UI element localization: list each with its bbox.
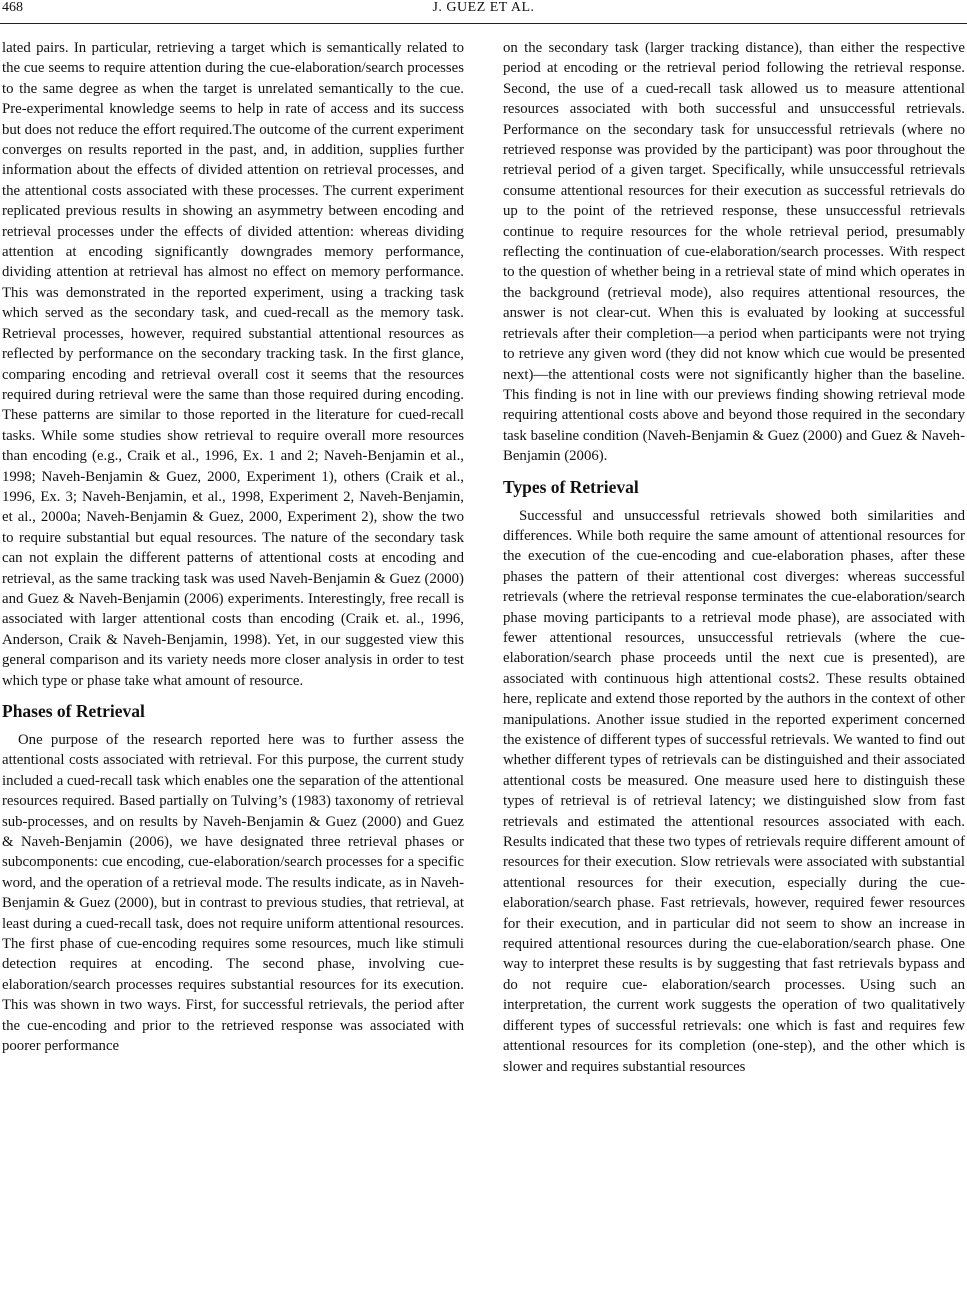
left-column [2, 38, 464, 1057]
right-column [503, 38, 965, 1077]
section-heading-types: Types of Retrieval [503, 476, 639, 497]
running-head: J. GUEZ ET AL. [432, 0, 535, 15]
header-rule [0, 23, 967, 24]
body-paragraph: lated pairs. In particular, retrieving a target which is semantically related to the cue seems to require attention during the cue-elaboration/search processes to the same degree as when the target is unrelated semantically to the cue. Pre-experimental knowledge seems to help in rate of access and its success but does not reduce the effort required.The outcome of the current experiment converges on results reported in the past, and, in addition, supplies further information about the effects of divided attention on retrieval processes, and the attentional costs associated with these processes. The current experiment replicated previous results in showing an asymmetry between encoding and retrieval processes under the effects of divided attention: whereas dividing attention at encoding significantly downgrades memory performance, dividing attention at retrieval has almost no effect on memory performance. This was demonstrated in the reported experiment, using a tracking task which served as the secondary task, and cued-recall as the memory task. Retrieval processes, however, required substantial attentional resources as reflected by performance on the secondary tracking task. In the first glance, comparing encoding and retrieval overall cost it seems that the resources required during retrieval were the same than those required during encoding. These patterns are similar to those reported in the literature for cued-recall tasks. While some studies show retrieval to require overall more resources than encoding (e.g., Craik et al., 1996, Ex. 1 and 2; Naveh-Benjamin et al., 1998; Naveh-Benjamin & Guez, 2000, Experiment 1), others (Craik et al., 1996, Ex. 3; Naveh-Benjamin, et al., 1998, Experiment 2, Naveh-Benjamin, et al., 2000a; Naveh-Benjamin & Guez, 2000, Experiment 2), show the two to require substantial but equal resources. The nature of the secondary task can not explain the different patterns of attentional costs at encoding and retrieval, as the same tracking task was used Naveh-Benjamin & Guez (2000) and Guez & Naveh-Benjamin (2006) experiments. Interestingly, free recall is associated with larger attentional costs than encoding (Craik et. al., 1996, Anderson, Craik & Naveh-Benjamin, 1998). Yet, in our suggested view this general comparison and its variety needs more closer analysis in order to test which type or phase take what amount of resource. [2, 40, 464, 689]
body-paragraph: Successful and unsuccessful retrievals showed both similarities and differences. While both require the same amount of attentional resources for the execution of the cue-encoding and cue-elaboration phases, after these phases the pattern of their attentional cost diverges: whereas successful retrievals (where the retrieval response terminates the cue-elaboration/search phase moving participants to a retrieval mode phase), are associated with fewer attentional resources, unsuccessful retrievals (where the cue-elaboration/search phase proceeds until the next cue is presented), are associated with continuous high attentional costs2. These results obtained here, replicate and extend those reported by the authors in the context of other manipulations. Another issue studied in the reported experiment concerned the existence of different types of successful retrievals. We wanted to find out whether different types of retrievals can be distinguished and their associated attentional costs be measured. One measure used here to distinguish these types of retrieval is of retrieval latency; we distinguished slow from fast retrievals and estimated the attentional resources associated with each. Results indicated that these two types of retrievals require different amount of resources for their execution. Slow retrievals were associated with substantial attentional resources for their execution, especially during the cue-elaboration/search phase. Fast retrievals, however, required fewer resources for their execution, and in particular did not seem to show an increase in required attentional resources during the cue-elaboration/search phase. One way to interpret these results is by suggesting that fast retrievals bypass and do not require cue- elaboration/search processes. Using such an interpretation, the current work suggests the operation of two qualitatively different types of successful retrievals: one which is fast and requires few attentional resources for its completion (one-step), and the other which is slower and requires substantial resources [503, 507, 965, 1075]
section-heading-phases: Phases of Retrieval [2, 701, 145, 721]
body-paragraph: One purpose of the research reported here was to further assess the attentional costs associated with retrieval. For this purpose, the current study included a cued-recall task which enables one the separation of the attentional resources required. Based partially on Tulving’s (1983) taxonomy of retrieval sub-processes, and on results by Naveh-Benjamin & Guez (2000) and Guez & Naveh-Benjamin (2006), we have designated three retrieval phases or subcomponents: cue encoding, cue-elaboration/search processes for a specific word, and the operation of a retrieval mode. The results indicate, as in Naveh-Benjamin & Guez (2000), but in contrast to previous studies, that retrieval, at least during a cued-recall task, does not require uniform attentional resources. The first phase of cue-encoding requires some resources, much like stimuli detection requires at encoding. The second phase, involving cue-elaboration/search processes requires substantial resources for its execution. This was shown in two ways. First, for successful retrievals, the period after the cue-encoding and prior to the retrieved response was associated with poorer performance [2, 732, 464, 1055]
body-paragraph: on the secondary task (larger tracking distance), than either the respective period at encoding or the retrieval period following the retrieval response. Second, the use of a cued-recall task allowed us to measure attentional resources associated with both successful and unsuccessful retrievals. Performance on the secondary task for unsuccessful retrievals (where no retrieved response was provided by the participant) was poor throughout the retrieval period of a given target. Specifically, while unsuccessful retrievals consume attentional resources for their execution as successful retrievals do up to the point of the retrieved response, these unsuccessful retrievals continue to require resources for the whole retrieval period, presumably reflecting the continuation of cue-elaboration/search processes. With respect to the question of whether being in a retrieval state of mind which operates in the background (retrieval mode), also requires attentional resources, the answer is not clear-cut. When this is evaluated by looking at successful retrievals after their completion—a period when participants were not trying to retrieve any given word (they did not know which cue would be presented next)—the attentional costs were not significantly higher than the baseline. This finding is not in line with our previews finding showing retrieval mode requiring attentional costs above and beyond those required in the secondary task baseline condition (Naveh-Benjamin & Guez (2000) and Guez & Naveh-Benjamin (2006). [503, 40, 965, 465]
page-number: 468 [2, 0, 23, 15]
